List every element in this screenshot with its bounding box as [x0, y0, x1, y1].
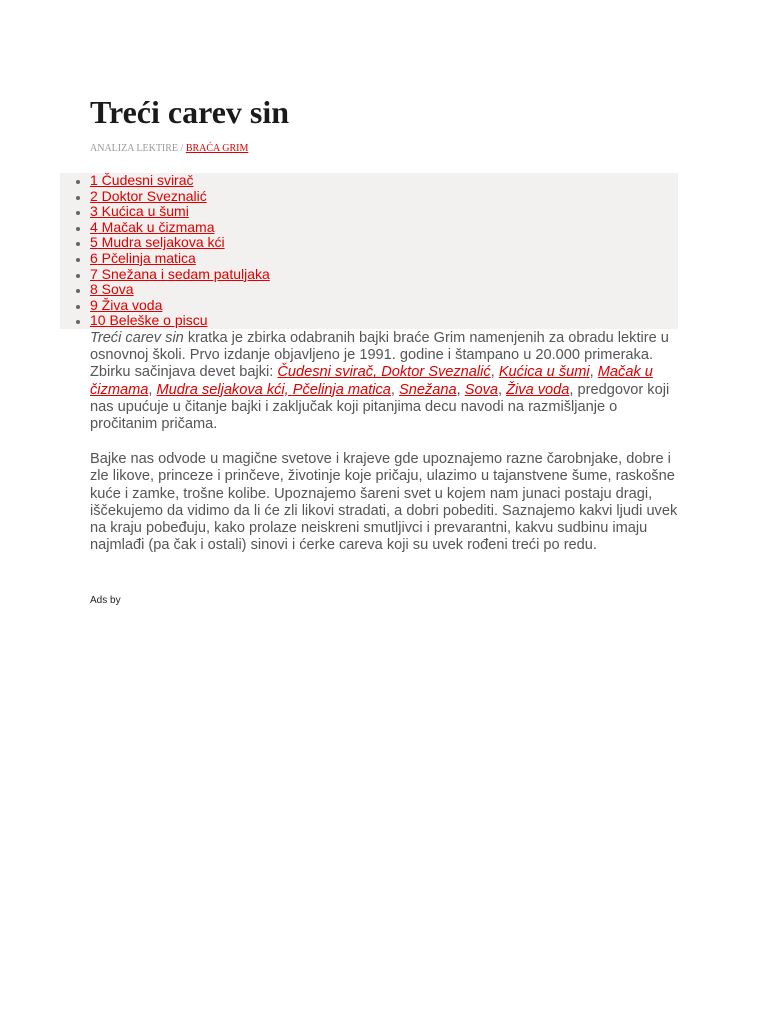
- inline-link-doktor-sveznalic[interactable]: Doktor Sveznalić: [381, 364, 491, 381]
- toc-item: [90, 189, 678, 205]
- toc-item: [90, 235, 678, 251]
- inline-link-sova[interactable]: Sova: [464, 381, 499, 398]
- inline-link-kucica-u-sumi[interactable]: Kućica u šumi: [498, 364, 590, 381]
- toc-item: [90, 282, 678, 298]
- breadcrumb-category: ANALIZA LEKTIRE: [90, 143, 179, 154]
- breadcrumb-author-link[interactable]: BRAĆA GRIM: [185, 143, 249, 154]
- ads-label: Ads by: [90, 595, 121, 606]
- inline-link-mudra-seljakova-kci[interactable]: Mudra seljakova kći,: [156, 381, 293, 398]
- toc-link-doktor-sveznalic[interactable]: 2 Doktor Sveznalić: [90, 187, 207, 204]
- toc-item: [90, 220, 678, 236]
- inline-link-pcelinja-matica[interactable]: Pčelinja matica: [292, 381, 391, 398]
- toc-link-ziva-voda[interactable]: 9 Živa voda: [90, 296, 163, 313]
- inline-link-snezana[interactable]: Snežana: [399, 381, 457, 398]
- article-body: [90, 330, 680, 572]
- inline-link-cudesni-svirac[interactable]: Čudesni svirač,: [277, 364, 382, 381]
- table-of-contents: [60, 173, 678, 329]
- inline-link-macak-u-cizmama[interactable]: Mačak u čizmama: [90, 364, 653, 398]
- page-title: Treći carev sin: [90, 94, 290, 130]
- breadcrumb: [90, 142, 248, 156]
- toc-link-mudra-seljakova-kci[interactable]: 5 Mudra seljakova kći: [90, 234, 225, 251]
- toc-link-snezana[interactable]: 7 Snežana i sedam patuljaka: [90, 265, 270, 282]
- toc-item: [90, 173, 678, 189]
- toc-link-kucica-u-sumi[interactable]: 3 Kućica u šumi: [90, 203, 189, 220]
- toc-item: [90, 298, 678, 314]
- breadcrumb-separator: /: [178, 143, 186, 154]
- body-paragraph: Bajke nas odvode u magične svetove i krajeve gde upoznajemo razne čarobnjake, dobre i zle likove, princeze i prinčeve, životinje koje pričaju, ulazimo u tajanstvene šume, raskošne kuće i zamke, trošne kolibe. Upoznajemo šareni svet u kojem nam junaci postaju dragi, iščekujemo da vidimo da li će zli likovi stradati, a dobri pobediti. Saznajemo kakvi ljudi uvek na kraju pobeđuju, kako prolaze neiskreni smutljivci i prevarantni, kakvu sudbinu imaju najmlađi (pa čak i ostali) sinovi i ćerke careva koji su uvek rođeni treći po redu.: [90, 451, 678, 554]
- book-title-italic: Treći carev sin: [90, 330, 184, 346]
- intro-paragraph: Treći carev sin kratka je zbirka odabranih bajki braće Grim namenjenih za obradu lektire u osnovnoj školi. Prvo izdanje objavljeno je 1991. godine i štampano u 20.000 primeraka. Zbirku sačinjava devet bajki: Čudesni svirač, Doktor Sveznalić, Kućica u šumi, Mačak u čizmama, Mudra seljakova kći, Pčelinja matica, Snežana, Sova, Živa voda, predgovor koji nas upućuje u čitanje bajki i zaključak koji pitanjima decu navodi na razmišljanje o pročitanim pričama.: [90, 330, 670, 433]
- toc-item: [90, 267, 678, 283]
- toc-item: [90, 313, 678, 329]
- toc-item: [90, 204, 678, 220]
- toc-link-pcelinja-matica[interactable]: 6 Pčelinja matica: [90, 249, 196, 266]
- inline-link-ziva-voda[interactable]: Živa voda: [506, 381, 570, 398]
- toc-link-beleske-o-piscu[interactable]: 10 Beleške o piscu: [90, 312, 208, 329]
- toc-link-sova[interactable]: 8 Sova: [90, 281, 134, 298]
- toc-link-cudesni-svirac[interactable]: 1 Čudesni svirač: [90, 172, 194, 188]
- toc-link-macak-u-cizmama[interactable]: 4 Mačak u čizmama: [90, 218, 215, 235]
- toc-item: [90, 251, 678, 267]
